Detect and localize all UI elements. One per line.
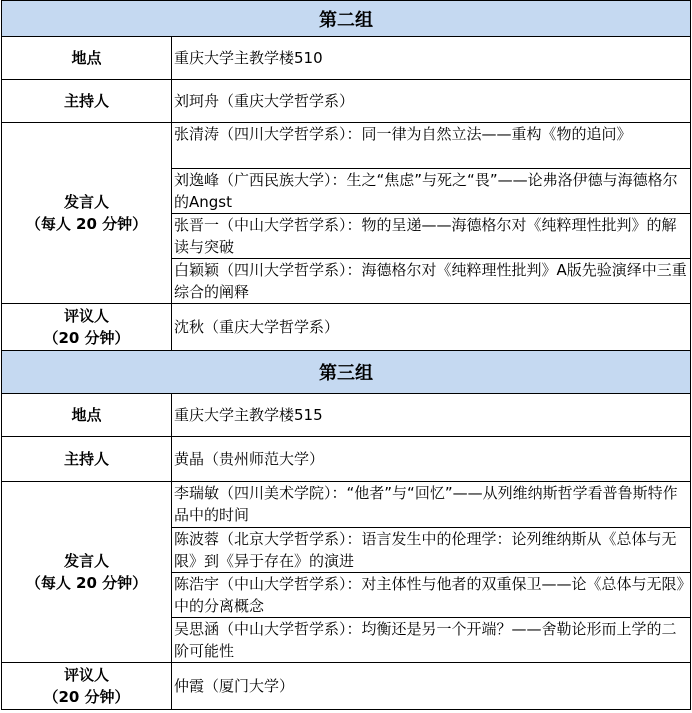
speakers-label-cell <box>1 481 171 662</box>
host-value: 刘珂舟（重庆大学哲学系） <box>171 79 691 122</box>
location-value: 重庆大学主教学楼515 <box>171 393 691 436</box>
host-value: 黄晶（贵州师范大学） <box>171 436 691 481</box>
speaker-entry: 张晋一（中山大学哲学系）：物的呈递——海德格尔对《纯粹理性批判》的解读与突破 <box>172 213 690 258</box>
speakers-label: 发言人 <box>63 552 109 570</box>
commentator-label: 评议人 <box>63 666 109 684</box>
speaker-entry: 张清涛（四川大学哲学系）：同一律为自然立法——重构《物的追问》 <box>174 125 632 143</box>
speaker-entry: 刘逸峰（广西民族大学）：生之“焦虑”与死之“畏”——论弗洛伊德与海德格尔的Angst <box>172 168 690 213</box>
commentator-label-cell <box>1 303 171 350</box>
commentator-note: （20 分钟） <box>43 329 130 347</box>
host-label: 主持人 <box>1 79 171 122</box>
speakers-note: （每人 20 分钟） <box>25 574 148 592</box>
location-value: 重庆大学主教学楼510 <box>171 36 691 79</box>
commentator-value: 仲霞（厦门大学） <box>171 662 691 709</box>
speakers-label-cell <box>1 122 171 303</box>
commentator-value: 沈秋（重庆大学哲学系） <box>171 303 691 350</box>
schedule-table <box>1 0 691 710</box>
speakers-list <box>171 122 691 303</box>
commentator-label-cell <box>1 662 171 709</box>
speaker-entry: 白颖颖（四川大学哲学系）：海德格尔对《纯粹理性批判》A版先验演绎中三重综合的阐释 <box>172 258 690 303</box>
commentator-note: （20 分钟） <box>43 688 130 706</box>
table-bottom-border <box>1 709 691 710</box>
speakers-list <box>171 481 691 662</box>
commentator-label: 评议人 <box>63 307 109 325</box>
group-header: 第二组 <box>1 0 691 36</box>
speaker-entry: 吴思涵（中山大学哲学系）：均衡还是另一个开端？——舍勒论形而上学的二阶可能性 <box>172 617 690 662</box>
speaker-entry: 李瑞敏（四川美术学院）：“他者”与“回忆”——从列维纳斯哲学看普鲁斯特作品中的时间 <box>174 484 678 524</box>
speaker-entry: 陈浩宇（中山大学哲学系）：对主体性与他者的双重保卫——论《总体与无限》中的分离概念 <box>172 572 690 617</box>
location-label: 地点 <box>1 36 171 79</box>
host-label: 主持人 <box>1 436 171 481</box>
speaker-entry: 陈波蓉（北京大学哲学系）：语言发生中的伦理学：论列维纳斯从《总体与无限》到《异于存在》的演进 <box>172 527 690 572</box>
speakers-note: （每人 20 分钟） <box>25 215 148 233</box>
speakers-label: 发言人 <box>63 193 109 211</box>
group-header: 第三组 <box>1 350 691 393</box>
location-label: 地点 <box>1 393 171 436</box>
